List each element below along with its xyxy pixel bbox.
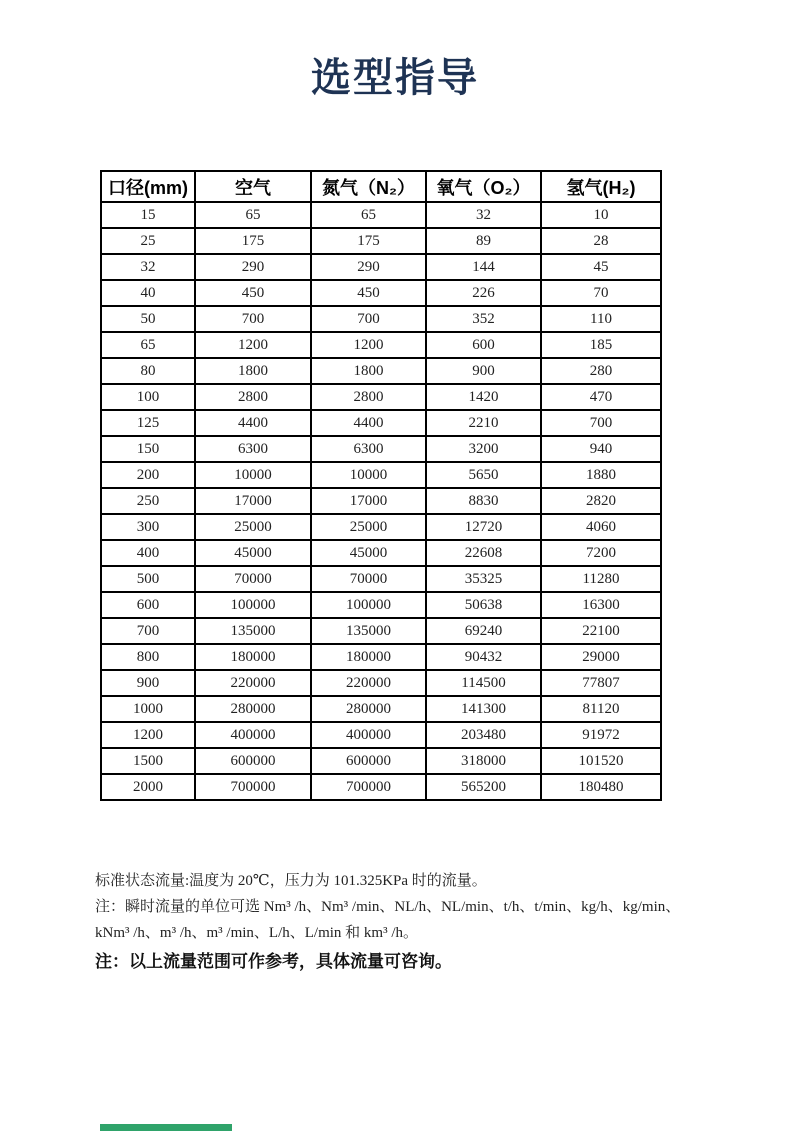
table-cell: 4060 [541,514,661,540]
table-row [101,332,661,358]
table-row [101,488,661,514]
table-cell: 5650 [426,462,541,488]
column-header-hydrogen: 氢气(H₂) [541,171,661,202]
table-cell: 100 [101,384,195,410]
table-cell: 17000 [195,488,311,514]
table-cell: 70000 [195,566,311,592]
table-cell: 280000 [195,696,311,722]
table-row [101,462,661,488]
column-header-diameter: 口径(mm) [101,171,195,202]
table-cell: 22100 [541,618,661,644]
table-row [101,358,661,384]
table-cell: 114500 [426,670,541,696]
table-cell: 1420 [426,384,541,410]
table-cell: 1200 [101,722,195,748]
flow-rate-table [100,170,662,801]
table-cell: 2210 [426,410,541,436]
table-cell: 280000 [311,696,426,722]
table-cell: 10 [541,202,661,228]
table-cell: 1800 [311,358,426,384]
table-row [101,748,661,774]
table-row [101,384,661,410]
table-cell: 12720 [426,514,541,540]
table-cell: 90432 [426,644,541,670]
table-cell: 135000 [195,618,311,644]
table-cell: 400 [101,540,195,566]
table-cell: 2820 [541,488,661,514]
table-cell: 400000 [195,722,311,748]
table-cell: 700 [541,410,661,436]
table-cell: 70 [541,280,661,306]
table-row [101,436,661,462]
table-cell: 125 [101,410,195,436]
table-header-row [101,171,661,202]
table-cell: 77807 [541,670,661,696]
table-cell: 180000 [311,644,426,670]
table-cell: 7200 [541,540,661,566]
table-cell: 69240 [426,618,541,644]
table-cell: 141300 [426,696,541,722]
table-cell: 800 [101,644,195,670]
table-cell: 450 [311,280,426,306]
table-cell: 175 [195,228,311,254]
table-cell: 45000 [311,540,426,566]
column-header-air: 空气 [195,171,311,202]
table-row [101,618,661,644]
table-row [101,644,661,670]
table-cell: 250 [101,488,195,514]
table-cell: 25 [101,228,195,254]
table-cell: 352 [426,306,541,332]
column-header-oxygen: 氧气（O₂） [426,171,541,202]
table-row [101,540,661,566]
table-cell: 700000 [311,774,426,800]
table-cell: 16300 [541,592,661,618]
page-title: 选型指导 [311,56,479,100]
table-cell: 40 [101,280,195,306]
table-cell: 600000 [195,748,311,774]
table-cell: 10000 [311,462,426,488]
table-cell: 50638 [426,592,541,618]
table-cell: 180000 [195,644,311,670]
footnotes [95,868,715,976]
table-cell: 8830 [426,488,541,514]
table-cell: 10000 [195,462,311,488]
table-cell: 3200 [426,436,541,462]
table-row [101,228,661,254]
table-cell: 700 [311,306,426,332]
table-cell: 290 [311,254,426,280]
note-reference: 注：以上流量范围可作参考，具体流量可咨询。 [95,952,452,971]
table-cell: 185 [541,332,661,358]
table-row [101,202,661,228]
table-cell: 290 [195,254,311,280]
table-cell: 17000 [311,488,426,514]
note-units-line2: kNm³ /h、m³ /h、m³ /min、L/h、L/min 和 km³ /h。 [95,925,418,941]
table-row [101,280,661,306]
table-body [101,202,661,800]
table-cell: 565200 [426,774,541,800]
table-cell: 900 [101,670,195,696]
table-cell: 2800 [195,384,311,410]
table-cell: 220000 [195,670,311,696]
table-cell: 101520 [541,748,661,774]
table-cell: 1200 [195,332,311,358]
table-cell: 28 [541,228,661,254]
table-cell: 450 [195,280,311,306]
table-cell: 81120 [541,696,661,722]
table-cell: 2000 [101,774,195,800]
table-cell: 940 [541,436,661,462]
table-row [101,696,661,722]
table-cell: 32 [101,254,195,280]
table-row [101,774,661,800]
table-cell: 4400 [311,410,426,436]
table-cell: 600 [101,592,195,618]
table-cell: 1880 [541,462,661,488]
table-cell: 15 [101,202,195,228]
table-cell: 80 [101,358,195,384]
table-cell: 70000 [311,566,426,592]
table-cell: 300 [101,514,195,540]
table-cell: 22608 [426,540,541,566]
table-cell: 11280 [541,566,661,592]
table-cell: 32 [426,202,541,228]
table-cell: 6300 [195,436,311,462]
note-standard-condition: 标准状态流量:温度为 20℃，压力为 101.325KPa 时的流量。 [95,873,487,889]
table-cell: 500 [101,566,195,592]
table-cell: 65 [101,332,195,358]
table-cell: 900 [426,358,541,384]
table-cell: 280 [541,358,661,384]
table-cell: 25000 [311,514,426,540]
table-cell: 144 [426,254,541,280]
table-row [101,254,661,280]
table-cell: 89 [426,228,541,254]
table-cell: 6300 [311,436,426,462]
table-row [101,592,661,618]
table-row [101,514,661,540]
table-cell: 600000 [311,748,426,774]
table-header [101,171,661,202]
table-cell: 100000 [195,592,311,618]
table-cell: 175 [311,228,426,254]
table-cell: 135000 [311,618,426,644]
table-cell: 700 [101,618,195,644]
table-cell: 220000 [311,670,426,696]
page-bottom-marker [100,1124,232,1131]
table-cell: 1000 [101,696,195,722]
table-cell: 45000 [195,540,311,566]
table-cell: 25000 [195,514,311,540]
table-row [101,722,661,748]
table-cell: 226 [426,280,541,306]
table-row [101,670,661,696]
table-cell: 2800 [311,384,426,410]
table-cell: 600 [426,332,541,358]
table-cell: 700000 [195,774,311,800]
table-row [101,566,661,592]
table-cell: 200 [101,462,195,488]
table-cell: 50 [101,306,195,332]
note-units-line1: 注：瞬时流量的单位可选 Nm³ /h、Nm³ /min、NL/h、NL/min、t/h、t/min、kg/h、kg/min、 [95,899,681,915]
table-cell: 700 [195,306,311,332]
table-cell: 318000 [426,748,541,774]
table-row [101,306,661,332]
table-cell: 1200 [311,332,426,358]
table-cell: 470 [541,384,661,410]
table-cell: 110 [541,306,661,332]
table-cell: 203480 [426,722,541,748]
table-cell: 1500 [101,748,195,774]
table-cell: 150 [101,436,195,462]
table-cell: 65 [195,202,311,228]
table-cell: 180480 [541,774,661,800]
table-cell: 400000 [311,722,426,748]
table-cell: 65 [311,202,426,228]
table-cell: 4400 [195,410,311,436]
table-cell: 1800 [195,358,311,384]
table-cell: 91972 [541,722,661,748]
table-cell: 100000 [311,592,426,618]
table-row [101,410,661,436]
table-cell: 35325 [426,566,541,592]
table-cell: 45 [541,254,661,280]
column-header-nitrogen: 氮气（N₂） [311,171,426,202]
table-cell: 29000 [541,644,661,670]
